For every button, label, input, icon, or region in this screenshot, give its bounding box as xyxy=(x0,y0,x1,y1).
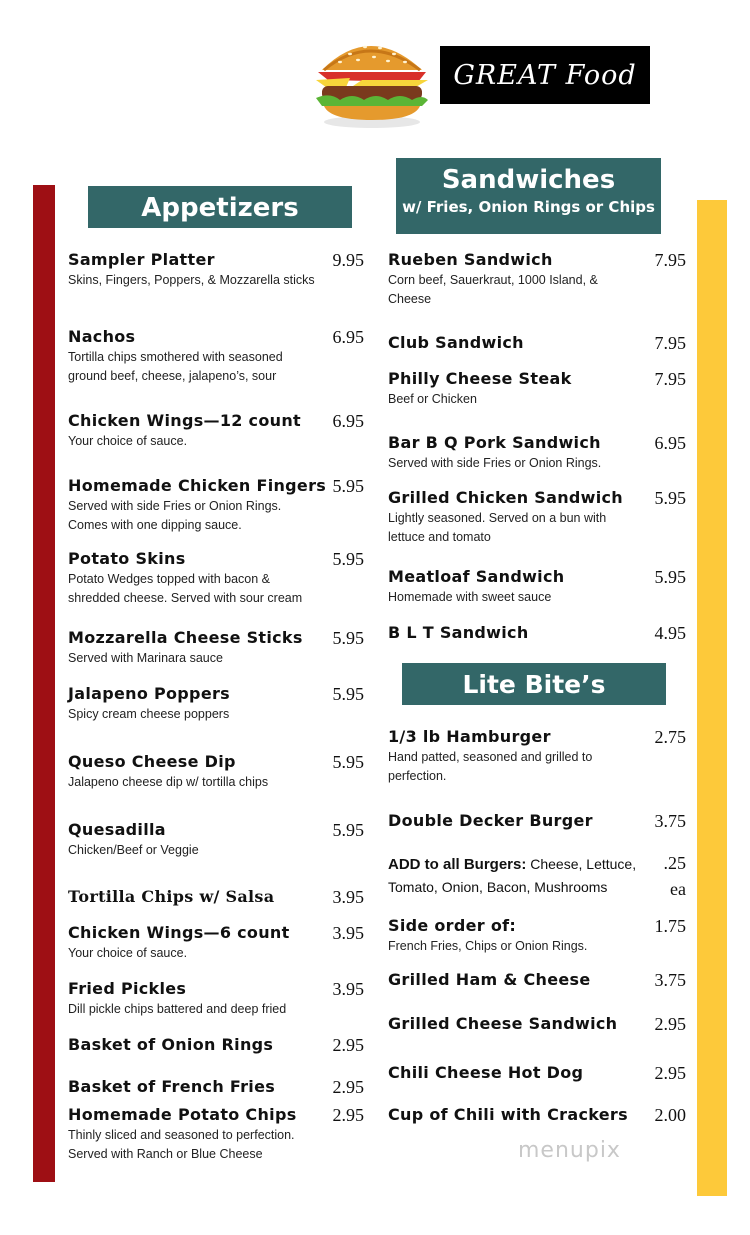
menu-item xyxy=(388,811,688,831)
item-name: Quesadilla xyxy=(68,820,166,839)
item-desc: Your choice of sauce. xyxy=(68,946,188,960)
menu-item xyxy=(388,970,688,990)
item-price: 3.95 xyxy=(332,979,364,999)
item-desc: Corn beef, Sauerkraut, 1000 Island, & Cheese xyxy=(388,273,598,306)
menu-item xyxy=(388,727,688,786)
item-price: 3.75 xyxy=(654,970,686,990)
item-desc: Homemade with sweet sauce xyxy=(388,590,552,604)
item-price: 2.95 xyxy=(332,1077,364,1097)
addon-item xyxy=(388,853,688,898)
item-price: 6.95 xyxy=(332,327,364,347)
item-price: 7.95 xyxy=(654,369,686,389)
lite-bites-heading: Lite Bite’s xyxy=(402,663,666,705)
item-name: Double Decker Burger xyxy=(388,811,593,830)
addon-label: ADD to all Burgers: xyxy=(388,856,527,873)
item-name: Queso Cheese Dip xyxy=(68,752,236,771)
menu-item xyxy=(388,369,688,409)
menu-item xyxy=(68,628,368,668)
item-name: 1/3 lb Hamburger xyxy=(388,727,551,746)
sandwiches-title: Sandwiches xyxy=(441,165,616,195)
item-name: Basket of French Fries xyxy=(68,1077,276,1096)
menu-item xyxy=(388,916,688,956)
menu-item xyxy=(68,1105,368,1164)
menu-item xyxy=(68,327,368,386)
item-desc: Served with Marinara sauce xyxy=(68,651,223,665)
menu-item xyxy=(68,549,368,608)
menu-item xyxy=(68,250,368,290)
banner-title: GREAT Food xyxy=(453,59,637,91)
item-desc: Served with side Fries or Onion Rings. xyxy=(388,456,602,470)
item-name: Nachos xyxy=(68,327,136,346)
item-price: 2.95 xyxy=(654,1063,686,1083)
menu-item xyxy=(388,1014,688,1034)
item-price: .25 xyxy=(663,853,686,873)
item-price: 6.95 xyxy=(332,411,364,431)
item-price: 5.95 xyxy=(332,476,364,496)
menu-item xyxy=(388,333,688,353)
item-name: Tortilla Chips w/ Salsa xyxy=(68,887,275,906)
item-price: 3.95 xyxy=(332,887,364,907)
item-name: Chicken Wings—6 count xyxy=(68,923,290,942)
menu-item xyxy=(388,488,688,547)
item-desc: Your choice of sauce. xyxy=(68,434,188,448)
item-name: Bar B Q Pork Sandwich xyxy=(388,433,601,452)
addon-text-2: Tomato, Onion, Bacon, Mushrooms xyxy=(388,879,608,895)
item-desc: Thinly sliced and seasoned to perfection. Served with Ranch or Blue Cheese xyxy=(68,1128,295,1161)
item-desc: Skins, Fingers, Poppers, & Mozzarella sticks xyxy=(68,273,315,287)
menu-item xyxy=(388,250,688,309)
item-price: 5.95 xyxy=(332,549,364,569)
item-name: Chili Cheese Hot Dog xyxy=(388,1063,584,1082)
item-name: Sampler Platter xyxy=(68,250,215,269)
item-desc: Tortilla chips smothered with seasoned ground beef, cheese, jalapeno’s, sour xyxy=(68,350,283,383)
item-name: Grilled Cheese Sandwich xyxy=(388,1014,618,1033)
item-name: Meatloaf Sandwich xyxy=(388,567,565,586)
item-name: Side order of: xyxy=(388,916,517,935)
item-name: Grilled Chicken Sandwich xyxy=(388,488,623,507)
menu-item xyxy=(68,476,368,535)
menu-item xyxy=(388,1063,688,1083)
menu-item xyxy=(68,887,368,907)
right-decorative-bar xyxy=(697,200,727,1196)
item-price: 5.95 xyxy=(332,628,364,648)
item-name: Homemade Potato Chips xyxy=(68,1105,297,1124)
menu-item xyxy=(68,923,368,963)
menu-item xyxy=(388,433,688,473)
addon-description xyxy=(388,853,648,898)
sandwiches-subtitle: w/ Fries, Onion Rings or Chips xyxy=(402,198,655,216)
item-desc: Hand patted, seasoned and grilled to perfection. xyxy=(388,750,593,783)
item-price: 2.00 xyxy=(654,1105,686,1125)
addon-text-1: Cheese, Lettuce, xyxy=(526,856,637,872)
item-name: Mozzarella Cheese Sticks xyxy=(68,628,303,647)
sandwiches-heading xyxy=(396,158,661,234)
item-price: 5.95 xyxy=(332,752,364,772)
item-desc: Chicken/Beef or Veggie xyxy=(68,843,199,857)
item-name: B L T Sandwich xyxy=(388,623,529,642)
item-price: 9.95 xyxy=(332,250,364,270)
item-desc: Lightly seasoned. Served on a bun with lettuce and tomato xyxy=(388,511,607,544)
menu-item xyxy=(388,623,688,643)
item-desc: French Fries, Chips or Onion Rings. xyxy=(388,939,588,953)
menu-item xyxy=(68,1035,368,1055)
menu-item xyxy=(68,684,368,724)
item-price: 4.95 xyxy=(654,623,686,643)
item-desc: Served with side Fries or Onion Rings. Comes with one dipping sauce. xyxy=(68,499,282,532)
watermark: menupix xyxy=(518,1138,621,1163)
item-price: 2.95 xyxy=(654,1014,686,1034)
item-desc: Jalapeno cheese dip w/ tortilla chips xyxy=(68,775,269,789)
item-desc: Beef or Chicken xyxy=(388,392,477,406)
appetizers-heading: Appetizers xyxy=(88,186,352,228)
item-price: 5.95 xyxy=(654,488,686,508)
item-price: 7.95 xyxy=(654,250,686,270)
item-name: Homemade Chicken Fingers xyxy=(68,476,327,495)
price-unit: ea xyxy=(670,879,686,899)
item-name: Basket of Onion Rings xyxy=(68,1035,274,1054)
item-name: Jalapeno Poppers xyxy=(68,684,230,703)
item-price: 3.95 xyxy=(332,923,364,943)
menu-item xyxy=(68,752,368,792)
menu-item xyxy=(68,820,368,860)
great-food-banner xyxy=(440,46,650,104)
menu-item xyxy=(68,1077,368,1097)
item-name: Potato Skins xyxy=(68,549,186,568)
item-name: Grilled Ham & Cheese xyxy=(388,970,591,989)
menu-item xyxy=(388,567,688,607)
item-price: 2.95 xyxy=(332,1035,364,1055)
item-price: 5.95 xyxy=(654,567,686,587)
item-name: Club Sandwich xyxy=(388,333,524,352)
item-price: 1.75 xyxy=(654,916,686,936)
item-desc: Dill pickle chips battered and deep fried xyxy=(68,1002,287,1016)
item-desc: Spicy cream cheese poppers xyxy=(68,707,230,721)
item-price: 3.75 xyxy=(654,811,686,831)
item-name: Rueben Sandwich xyxy=(388,250,553,269)
item-name: Philly Cheese Steak xyxy=(388,369,572,388)
item-price: 5.95 xyxy=(332,684,364,704)
item-price: 6.95 xyxy=(654,433,686,453)
left-decorative-bar xyxy=(33,185,55,1182)
item-price: 2.95 xyxy=(332,1105,364,1125)
item-price: 7.95 xyxy=(654,333,686,353)
item-desc: Potato Wedges topped with bacon & shredded cheese. Served with sour cream xyxy=(68,572,303,605)
item-name: Chicken Wings—12 count xyxy=(68,411,301,430)
item-price: 2.75 xyxy=(654,727,686,747)
item-price: 5.95 xyxy=(332,820,364,840)
burger-icon xyxy=(310,30,432,130)
item-name: Cup of Chili with Crackers xyxy=(388,1105,628,1124)
menu-item xyxy=(68,979,368,1019)
item-name: Fried Pickles xyxy=(68,979,187,998)
menu-item xyxy=(388,1105,688,1125)
menu-item xyxy=(68,411,368,451)
